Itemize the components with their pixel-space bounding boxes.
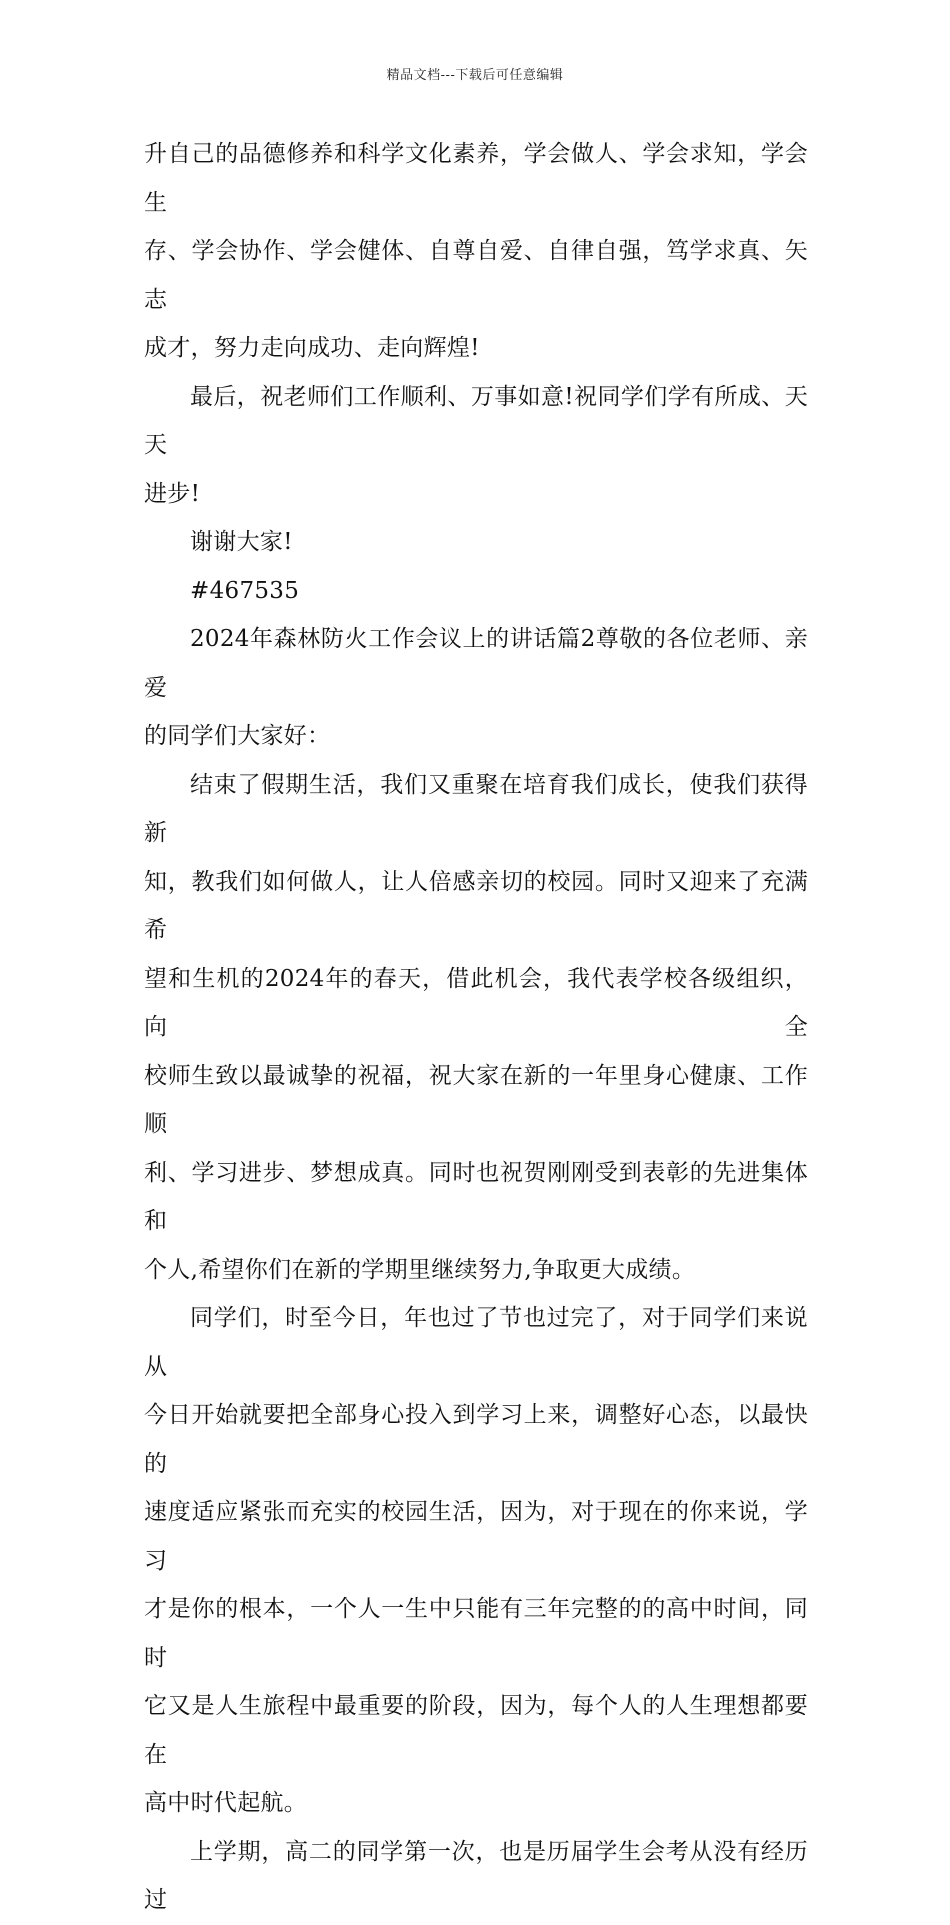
paragraph-line: 望和生机的2024年的春天，借此机会，我代表学校各级组织，向全 xyxy=(144,965,808,1040)
paragraph-line: 高中时代起航。 xyxy=(144,1790,308,1816)
paragraph-line: 结束了假期生活，我们又重聚在培育我们成长，使我们获得新 xyxy=(144,771,808,846)
paragraph-line: 利、学习进步、梦想成真。同时也祝贺刚刚受到表彰的先进集体和 xyxy=(144,1159,808,1234)
paragraph-line: 2024年森林防火工作会议上的讲话篇2尊敬的各位老师、亲爱 xyxy=(144,626,808,701)
paragraph xyxy=(144,615,808,761)
paragraph-line: 同学们，时至今日，年也过了节也过完了，对于同学们来说从 xyxy=(144,1305,808,1380)
paragraph xyxy=(144,518,808,567)
paragraph-line: 进步! xyxy=(144,480,201,507)
document-body xyxy=(144,130,808,1925)
paragraph xyxy=(144,567,808,616)
paragraph xyxy=(144,1294,808,1828)
paragraph-line: 升自己的品德修养和科学文化素养，学会做人、学会求知，学会生 xyxy=(144,141,808,216)
paragraph-line: #467535 xyxy=(190,577,300,604)
paragraph xyxy=(144,373,808,519)
page-header: 精品文档---下载后可任意编辑 xyxy=(386,68,564,83)
paragraph-line: 今日开始就要把全部身心投入到学习上来，调整好心态，以最快的 xyxy=(144,1402,808,1477)
paragraph-line: 上学期，高二的同学第一次，也是历届学生会考从没有经历过 xyxy=(144,1838,808,1913)
paragraph-line: 谢谢大家! xyxy=(190,529,293,555)
paragraph-line: 存、学会协作、学会健体、自尊自爱、自律自强，笃学求真、矢志 xyxy=(144,238,808,313)
paragraph-line: 它又是人生旅程中最重要的阶段，因为，每个人的人生理想都要在 xyxy=(144,1693,808,1768)
paragraph-line: 最后，祝老师们工作顺利、万事如意!祝同学们学有所成、天天 xyxy=(144,383,808,458)
paragraph-line: 校师生致以最诚挚的祝福，祝大家在新的一年里身心健康、工作顺 xyxy=(144,1062,808,1137)
paragraph-line: 才是你的根本，一个人一生中只能有三年完整的的高中时间，同时 xyxy=(144,1596,808,1671)
paragraph-line: 个人,希望你们在新的学期里继续努力,争取更大成绩。 xyxy=(144,1256,696,1283)
paragraph xyxy=(144,1828,808,1925)
paragraph xyxy=(144,130,808,373)
paragraph-line: 速度适应紧张而充实的校园生活，因为，对于现在的你来说，学习 xyxy=(144,1499,808,1574)
paragraph-line: 成才，努力走向成功、走向辉煌! xyxy=(144,335,480,361)
paragraph-line: 的同学们大家好： xyxy=(144,723,331,749)
paragraph-line: 知，教我们如何做人，让人倍感亲切的校园。同时又迎来了充满希 xyxy=(144,868,808,943)
paragraph xyxy=(144,761,808,1295)
